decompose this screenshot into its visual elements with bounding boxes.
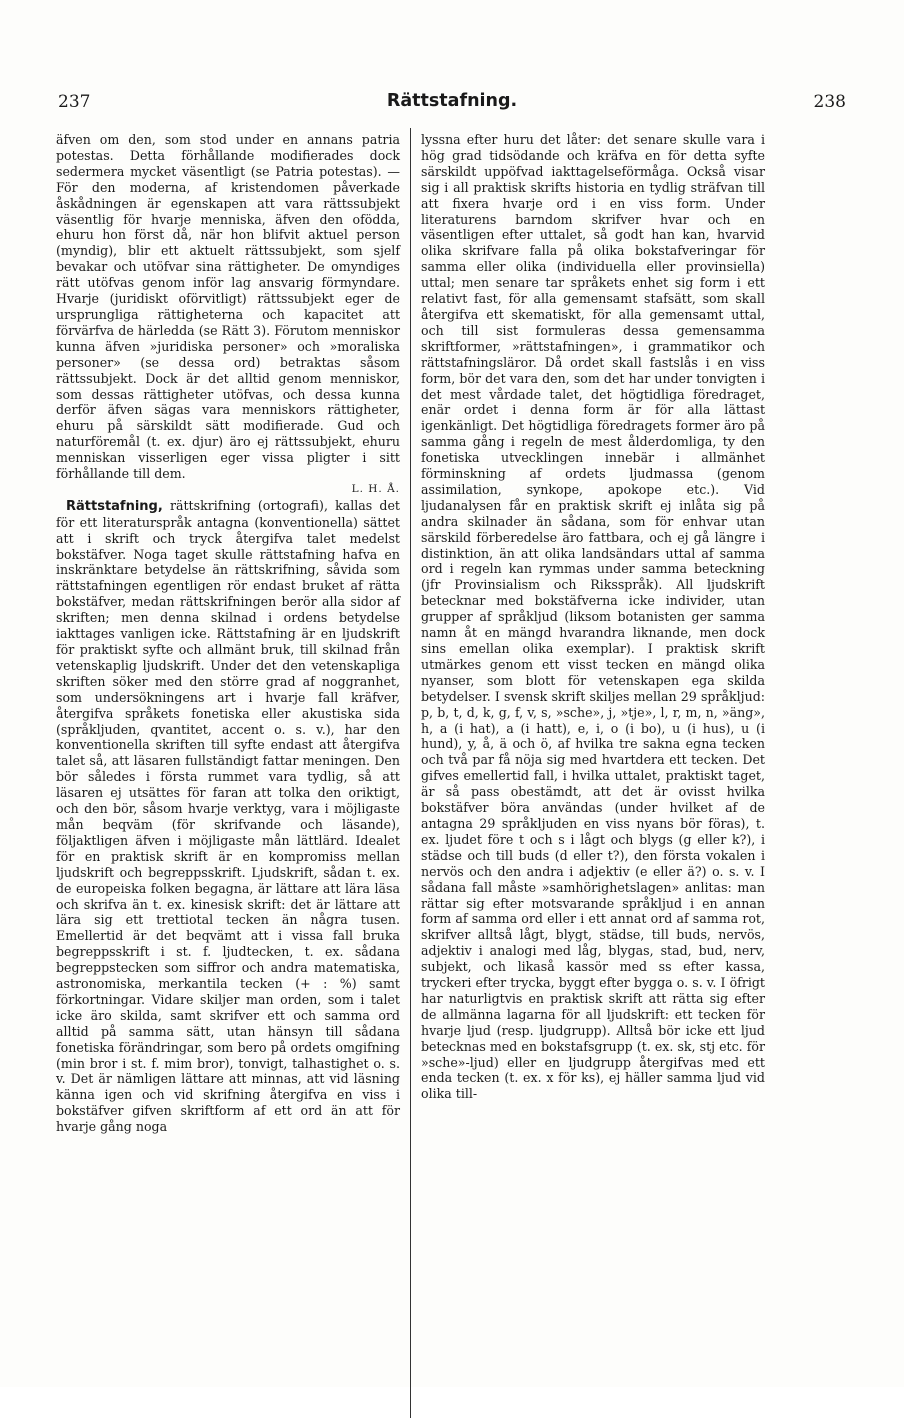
left-column: [56, 132, 400, 1135]
entry-body: rättskrifning (ortografi), kallas det för ett literaturspråk antagna (konventionella) sättet att i skrift och tryck återgifva talet medelst bokstäfver. Noga taget skulle rättstafning hafva en inskränktare betydelse än rättskrifning, såvida som rättstafningen egentligen rör endast bruket af rätta bokstäfver, medan rättskrifningen berör alla sidor af skriften; men denna skilnad i ordens betydelse iakttages vanligen icke. Rättstafning är en ljudskrift för praktiskt syfte och allmänt bruk, till skilnad från vetenskaplig ljudskrift. Under det den vetenskapliga skriften söker med den större grad af noggranhet, som undersökningens art i hvarje fall kräfver, återgifva språkets fonetiska eller akustiska sida (språkljuden, qvantitet, accent o. s. v.), har den konventionella skriften till syfte endast att återgifva talet så, att läsaren fullständigt fattar meningen. Den bör således i första rummet vara tydlig, så att läsaren ej utsättes för faran att tolka den oriktigt, och den bör, såsom hvarje verktyg, vara i möjligaste mån beqväm (för skrifvande och läsande), följaktligen äfven i möjligaste mån lättlärd. Idealet för en praktisk skrift är en kompromiss mellan ljudskrift och begreppsskrift. Ljudskrift, sådan t. ex. de europeiska folken begagna, är lättare att lära läsa och skrifva än t. ex. kinesisk skrift: det är lättare att lära sig ett trettiotal tecken än några tusen. Emellertid är det beqvämt att i vissa fall bruka begreppsskrift i st. f. ljudtecken, t. ex. sådana begreppstecken som siffror och andra matematiska, astronomiska, merkantila tecken (+ : %) samt förkortningar. Vidare skiljer man orden, som i talet icke äro skilda, samt skrifver ett och samma ord alltid på samma sätt, utan hänsyn till sådana fonetiska förändringar, som bero på ordets omgifning (min bror i st. f. mim bror), tonvigt, talhastighet o. s. v. Det är nämligen lättare att minnas, att vid läsning känna igen och vid skrifning återgifva en viss i bokstäfver gifven skriftform af ett ord än att för hvarje gång noga: [56, 497, 400, 1135]
paragraph-right-continuation: lyssna efter huru det låter: det senare skulle vara i hög grad tidsödande och kräfva en för detta syfte särskildt uppöfvad iakttagelseförmåga. Också visar sig i all praktisk skrifts historia en tydlig sträfvan till att fixera hvarje ord i en viss form. Under literaturens barndom skrifver hvar och en väsentligen efter uttalet, så godt han kan, hvarvid olika skrifvare falla på olika bokstafveringar för samma eller olika (individuella eller provinsiella) uttal; men senare tar språkets enhet sig form i ett relativt fast, för alla gemensamt stafsätt, som skall återgifva ett skematiskt, för alla gemensamt uttal, och till sist formuleras dessa gemensamma skriftformer, »rättstafningen», i grammatikor och rättstafningsläror. Då ordet skall fastslås i en viss form, bör det vara den, som det har under tonvigten i det mest vårdade talet, det högtidliga föredraget, enär ordet i denna form är för alla lättast igenkänligt. Det högtidliga föredragets former äro på samma gång i regeln de mest ålderdomliga, ty den fonetiska utvecklingen innebär i allmänhet förminskning af ordets ljudmassa (genom assimilation, synkope, apokope etc.). Vid ljudanalysen får en praktisk skrift ej inlåta sig på andra skilnader än sådana, som för enhvar utan särskild förberedelse äro fattbara, och ej gå längre i distinktion, än att olika landsändars uttal af samma ord i regeln kan rymmas under samma beteckning (jfr Provinsialism och Riksspråk). All ljudskrift betecknar med bokstäfverna icke individer, utan grupper af språkljud (liksom botanisten ger samma namn åt en mängd hvarandra liknande, men dock sins emellan olika exemplar). I praktisk skrift utmärkes genom ett visst tecken en mängd olika nyanser, som blott för vetenskapen ega skilda betydelser. I svensk skrift skiljes mellan 29 språkljud: p, b, t, d, k, g, f, v, s, »sche», j, »tje», l, r, m, n, »äng», h, a (i hat), a (i hatt), e, i, o (i bo), u (i hus), u (i hund), y, å, ä och ö, af hvilka tre sakna egna tecken och två par få nöja sig med hvartdera ett tecken. Det gifves emellertid fall, i hvilka uttalet, praktiskt taget, är så pass obestämdt, att det är ovisst hvilka bokstäfver böra användas (under hvilket af de antagna 29 språkljuden en viss nyans bör föras), t. ex. ljudet före t och s i lågt och blygs (g eller k?), i städse och till buds (d eller t?), den första vokalen i nervös och den andra i adjektiv (e eller ä?) o. s. v. I sådana fall måste »samhörighetslagen» anlitas: man rättar sig efter motsvarande språkljud i en annan form af samma ord eller i ett annat ord af samma rot, skrifver alltså lågt, blygt, städse, till buds, nervös, adjektiv i analogi med låg, blygas, stad, bud, nerv, subjekt, och likaså kassör med ss efter kassa, tryckeri efter trycka, byggt efter bygga o. s. v. I öfrigt har naturligtvis en praktisk skrift att rätta sig efter de allmänna lagarna för all ljudskrift: ett tecken för hvarje ljud (resp. ljudgrupp). Alltså bör icke ett ljud betecknas med en bokstafsgrupp (t. ex. sk, stj etc. för »sche»-ljud) eller en ljudgrupp återgifvas med ett enda tecken (t. ex. x för ks), ej häller samma ljud vid olika till-: [421, 132, 765, 1102]
page-number-left: 237: [58, 92, 91, 112]
author-signature: L. H. Å.: [351, 482, 400, 495]
entry-headword: Rättstafning,: [66, 498, 163, 514]
running-header: [58, 92, 846, 116]
paragraph-rattssubjekt-end: äfven om den, som stod under en annans patria potestas. Detta förhållande modifierades dock sedermera mycket väsentligt (se Patria potestas). — För den moderna, af kristendomen påverkade åskådningen är egenskapen att vara rättssubjekt väsentlig för hvarje menniska, äfven den ofödda, ehuru hon först då, när hon blifvit aktuel person (myndig), blir ett aktuelt rättssubjekt, som sjelf bevakar och utöfvar sina rättigheter. De omyndiges rätt utöfvas genom inför lag ansvarig förmyndare. Hvarje (juridiskt oförvitligt) rättssubjekt eger de ursprungliga rättigheterna och kapacitet att förvärfva de härledda (se Rätt 3). Förutom menniskor kunna äfven »juridiska personer» och »moraliska personer» (se dessa ord) betraktas såsom rättssubjekt. Dock är det alltid genom menniskor, som dessas rättigheter utöfvas, och dessa kunna derför äfven sägas vara menniskors rättigheter, ehuru på särskildt sätt modifierade. Gud och naturföremål (t. ex. djur) äro ej rättssubjekt, ehuru menniskan visserligen eger vissa pligter i sitt förhållande till dem.: [56, 132, 400, 482]
page-number-right: 238: [813, 92, 846, 112]
column-divider: [410, 128, 411, 1418]
right-column: [421, 132, 765, 1102]
running-title: Rättstafning.: [386, 91, 518, 111]
entry-rattstafning: [56, 498, 400, 1135]
